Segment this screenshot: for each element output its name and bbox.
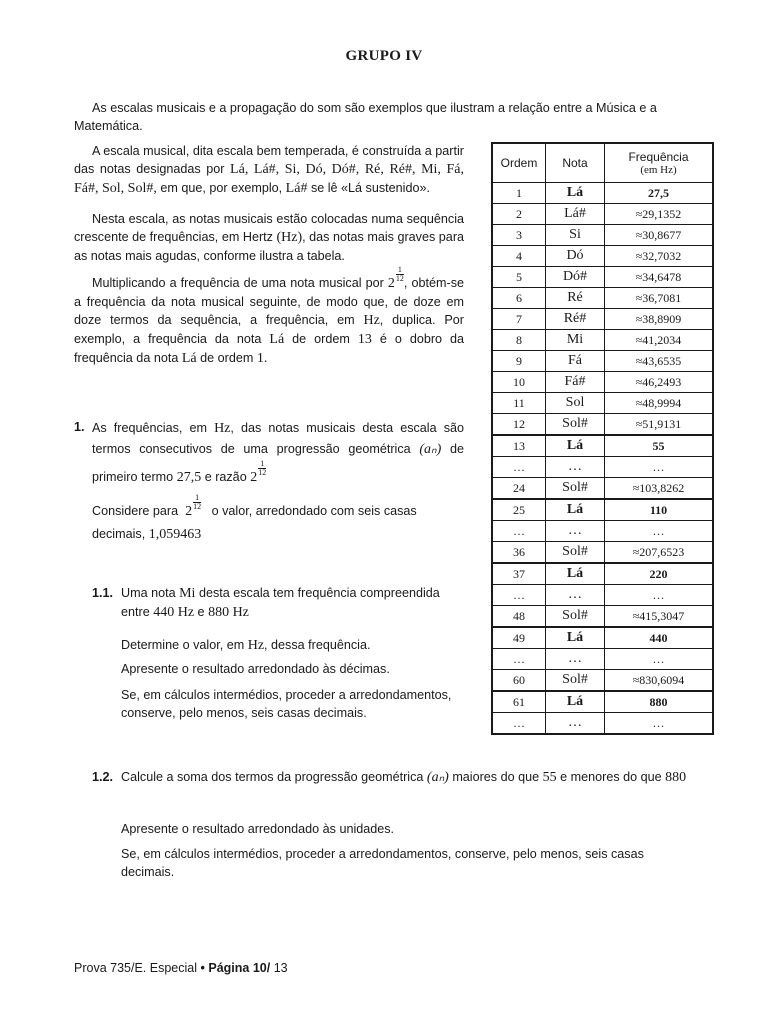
power-exponent bbox=[396, 266, 404, 283]
cell-frequencia: ≈103,8262 bbox=[605, 478, 714, 500]
table-row bbox=[492, 670, 713, 692]
cell-frequencia: ≈29,1352 bbox=[605, 204, 714, 225]
cell-ordem: 7 bbox=[492, 309, 546, 330]
cell-nota: Ré# bbox=[546, 309, 605, 330]
cell-nota: Lá bbox=[546, 435, 605, 457]
para1-text-a: A escala musical, dita escala bem temperada, é construída a partir das notas designadas por bbox=[74, 144, 464, 176]
cell-nota: Dó bbox=[546, 246, 605, 267]
q11-number: 1.1. bbox=[92, 586, 114, 600]
q12-instruction-1: Apresente o resultado arredondado às unidades. bbox=[121, 822, 395, 836]
q1-hz: Hz bbox=[214, 421, 231, 436]
cell-frequencia: … bbox=[605, 713, 714, 735]
cell-ordem: 4 bbox=[492, 246, 546, 267]
table-row bbox=[492, 225, 713, 246]
unit-hz-2: Hz bbox=[363, 313, 380, 328]
ratio-exp-num: 1 bbox=[260, 459, 265, 468]
table-row bbox=[492, 542, 713, 564]
cell-nota: Dó# bbox=[546, 267, 605, 288]
footer-exam: Prova 735/E. Especial bbox=[74, 961, 197, 975]
range-low: 440 Hz bbox=[153, 605, 195, 620]
q11-instruction-2: Apresente o resultado arredondado às décimas. bbox=[121, 662, 390, 676]
table-row bbox=[492, 246, 713, 267]
cell-nota: Fá# bbox=[546, 372, 605, 393]
para2-text-a: Nesta escala, as notas musicais estão colocadas numa sequência crescente de frequências, em Hertz bbox=[74, 212, 464, 244]
cell-nota: Fá bbox=[546, 351, 605, 372]
q11-text-b: desta escala tem frequência compreendida entre bbox=[121, 586, 440, 619]
note-la: Lá bbox=[269, 332, 285, 347]
cell-nota: Si bbox=[546, 225, 605, 246]
question-1-consider bbox=[92, 494, 464, 546]
para1-text-c: se lê «Lá sustenido». bbox=[310, 181, 430, 195]
cell-nota: Lá bbox=[546, 563, 605, 585]
cell-nota: … bbox=[546, 713, 605, 735]
table-row bbox=[492, 204, 713, 225]
cell-nota: Sol# bbox=[546, 670, 605, 692]
question-1-1-label bbox=[92, 584, 120, 602]
q11-instruction-3: Se, em cálculos intermédios, proceder a arredondamentos, conserve, pelo menos, seis casas decimais. bbox=[121, 688, 452, 720]
table-row bbox=[492, 351, 713, 372]
cell-frequencia: ≈43,6535 bbox=[605, 351, 714, 372]
cell-ordem: … bbox=[492, 649, 546, 670]
q11-text-e: e bbox=[197, 605, 205, 619]
question-1-2-label bbox=[92, 768, 120, 786]
q1-text-f: o valor, arredondado com seis casas decimais, bbox=[92, 504, 417, 541]
cell-frequencia: ≈207,6523 bbox=[605, 542, 714, 564]
table-row bbox=[492, 649, 713, 670]
q12-text-b: maiores do que bbox=[452, 770, 540, 784]
cell-ordem: 6 bbox=[492, 288, 546, 309]
cell-frequencia: 440 bbox=[605, 627, 714, 649]
question-1-label bbox=[74, 418, 90, 436]
cell-nota: Lá bbox=[546, 627, 605, 649]
exp-den: 12 bbox=[395, 274, 404, 283]
cell-nota: Lá bbox=[546, 691, 605, 713]
header-frequencia bbox=[605, 143, 714, 183]
question-1-2-text bbox=[121, 768, 694, 787]
cell-nota: Lá# bbox=[546, 204, 605, 225]
para3-text-e: é o dobro da frequência da nota bbox=[74, 332, 465, 365]
page-title: GRUPO IV bbox=[345, 48, 423, 64]
consider-exp-den: 12 bbox=[193, 502, 202, 511]
cell-nota: Sol# bbox=[546, 478, 605, 500]
header-ordem: Ordem bbox=[492, 143, 546, 183]
table-row bbox=[492, 499, 713, 521]
cell-frequencia: ≈30,8677 bbox=[605, 225, 714, 246]
para3-text-a: Multiplicando a frequência de uma nota musical por bbox=[92, 276, 384, 290]
cell-nota: … bbox=[546, 649, 605, 670]
cell-ordem: 1 bbox=[492, 183, 546, 204]
q11-hz: Hz bbox=[247, 638, 265, 653]
exp-num: 1 bbox=[397, 265, 402, 274]
table-row bbox=[492, 372, 713, 393]
q12-value-880: 880 bbox=[665, 770, 687, 785]
q1-text-e: Considere para bbox=[92, 504, 179, 518]
table-row bbox=[492, 288, 713, 309]
para3-text-c: , duplica. Por exemplo, a frequência da nota bbox=[74, 313, 464, 346]
first-term: 27,5 bbox=[176, 470, 202, 485]
order-13: 13 bbox=[357, 332, 372, 347]
cell-ordem: 2 bbox=[492, 204, 546, 225]
ratio-exponent bbox=[258, 460, 266, 477]
q1-text-d: e razão bbox=[204, 470, 247, 484]
header-frequencia-label: Frequência bbox=[628, 150, 689, 164]
unit-hz: (Hz) bbox=[276, 230, 303, 245]
table-row bbox=[492, 521, 713, 542]
note-mi: Mi bbox=[179, 586, 196, 601]
question-1-1-text bbox=[121, 584, 465, 622]
cell-frequencia: 220 bbox=[605, 563, 714, 585]
consider-base: 2 bbox=[185, 504, 193, 519]
cell-frequencia: ≈34,6478 bbox=[605, 267, 714, 288]
note-example: Lá# bbox=[285, 181, 308, 196]
cell-frequencia: ≈48,9994 bbox=[605, 393, 714, 414]
cell-ordem: 10 bbox=[492, 372, 546, 393]
consider-exp-num: 1 bbox=[195, 493, 200, 502]
consider-exponent bbox=[193, 494, 201, 511]
cell-frequencia: ≈51,9131 bbox=[605, 414, 714, 436]
table-row bbox=[492, 585, 713, 606]
cell-nota: Lá bbox=[546, 183, 605, 204]
consider-expression bbox=[185, 494, 201, 523]
cell-frequencia: 27,5 bbox=[605, 183, 714, 204]
paragraph-sequence bbox=[74, 210, 464, 265]
cell-nota: Sol# bbox=[546, 542, 605, 564]
cell-nota: Ré bbox=[546, 288, 605, 309]
cell-frequencia: 880 bbox=[605, 691, 714, 713]
cell-frequencia: ≈46,2493 bbox=[605, 372, 714, 393]
table-row bbox=[492, 393, 713, 414]
cell-nota: Lá bbox=[546, 499, 605, 521]
intro-text: As escalas musicais e a propagação do som são exemplos que ilustram a relação entre a Música e a Matemática. bbox=[74, 101, 657, 133]
cell-nota: Sol# bbox=[546, 414, 605, 436]
para2-text-b: , das notas mais graves para as notas mais agudas, conforme ilustra a tabela. bbox=[74, 230, 465, 263]
ratio-exp-den: 12 bbox=[258, 468, 267, 477]
power-expression bbox=[388, 266, 404, 293]
q11-p1b: , dessa frequência. bbox=[264, 638, 371, 652]
cell-ordem: 9 bbox=[492, 351, 546, 372]
para3-text-d: de ordem bbox=[292, 332, 350, 346]
cell-nota: … bbox=[546, 457, 605, 478]
table-body bbox=[492, 183, 713, 735]
cell-ordem: 12 bbox=[492, 414, 546, 436]
page-footer bbox=[74, 961, 288, 975]
cell-ordem: 11 bbox=[492, 393, 546, 414]
cell-frequencia: ≈830,6094 bbox=[605, 670, 714, 692]
cell-frequencia: … bbox=[605, 521, 714, 542]
para3-text-f: de ordem bbox=[200, 351, 254, 365]
cell-frequencia: ≈41,2034 bbox=[605, 330, 714, 351]
ratio-base: 2 bbox=[250, 470, 258, 485]
header-unit: (em Hz) bbox=[640, 164, 677, 176]
q12-value-55: 55 bbox=[542, 770, 557, 785]
q11-text-a: Uma nota bbox=[121, 586, 176, 600]
cell-frequencia: ≈36,7081 bbox=[605, 288, 714, 309]
range-high: 880 Hz bbox=[208, 605, 249, 620]
cell-ordem: 5 bbox=[492, 267, 546, 288]
footer-total: 13 bbox=[273, 961, 288, 975]
table-row bbox=[492, 309, 713, 330]
q1-text-c: de primeiro termo bbox=[92, 442, 465, 484]
table-row bbox=[492, 627, 713, 649]
question-1-text bbox=[92, 418, 464, 488]
cell-ordem: 8 bbox=[492, 330, 546, 351]
table-row bbox=[492, 414, 713, 436]
cell-frequencia: … bbox=[605, 649, 714, 670]
cell-frequencia: ≈415,3047 bbox=[605, 606, 714, 628]
cell-nota: Sol bbox=[546, 393, 605, 414]
cell-frequencia: 55 bbox=[605, 435, 714, 457]
table-row bbox=[492, 713, 713, 735]
table-row bbox=[492, 330, 713, 351]
cell-ordem: … bbox=[492, 457, 546, 478]
cell-ordem: 61 bbox=[492, 691, 546, 713]
cell-nota: … bbox=[546, 585, 605, 606]
table-row bbox=[492, 606, 713, 628]
cell-frequencia: ≈32,7032 bbox=[605, 246, 714, 267]
q12-sequence-an: (aₙ) bbox=[426, 770, 449, 785]
cell-ordem: 48 bbox=[492, 606, 546, 628]
cell-nota: Mi bbox=[546, 330, 605, 351]
para1-text-b: em que, por exemplo, bbox=[160, 181, 283, 195]
cell-ordem: … bbox=[492, 521, 546, 542]
q12-text-a: Calcule a soma dos termos da progressão geométrica bbox=[121, 770, 424, 784]
cell-ordem: … bbox=[492, 713, 546, 735]
header-nota: Nota bbox=[546, 143, 605, 183]
order-1: 1. bbox=[256, 351, 268, 366]
sequence-an: (aₙ) bbox=[419, 442, 442, 457]
cell-ordem: … bbox=[492, 585, 546, 606]
notes-list: Lá, Lá#, Si, Dó, Dó#, Ré, Ré#, Mi, Fá, Fá#, Sol, Sol#, bbox=[74, 162, 465, 196]
cell-ordem: 13 bbox=[492, 435, 546, 457]
table-header-row bbox=[492, 143, 713, 183]
footer-page: Página 10/ bbox=[208, 961, 271, 975]
table-row bbox=[492, 183, 713, 204]
table-row bbox=[492, 563, 713, 585]
cell-ordem: 49 bbox=[492, 627, 546, 649]
cell-ordem: 25 bbox=[492, 499, 546, 521]
power-base: 2 bbox=[387, 276, 395, 291]
cell-ordem: 60 bbox=[492, 670, 546, 692]
q1-text-a: As frequências, em bbox=[92, 421, 207, 435]
cell-ordem: 24 bbox=[492, 478, 546, 500]
table-row bbox=[492, 435, 713, 457]
q12-text-c: e menores do que bbox=[560, 770, 662, 784]
table-row bbox=[492, 457, 713, 478]
cell-nota: … bbox=[546, 521, 605, 542]
frequency-table bbox=[491, 142, 714, 735]
table-row bbox=[492, 691, 713, 713]
ratio-expression bbox=[250, 460, 266, 488]
cell-ordem: 37 bbox=[492, 563, 546, 585]
para3-text-b: , obtém-se a frequência da nota musical seguinte, de modo que, de doze em doze termos da sequência, a frequência, em bbox=[74, 276, 465, 327]
q1-number: 1. bbox=[74, 420, 85, 434]
q11-instruction-1 bbox=[121, 636, 465, 655]
cell-ordem: 36 bbox=[492, 542, 546, 564]
cell-frequencia: … bbox=[605, 457, 714, 478]
cell-nota: Sol# bbox=[546, 606, 605, 628]
q12-number: 1.2. bbox=[92, 770, 114, 784]
q12-instruction-2: Se, em cálculos intermédios, proceder a arredondamentos, conserve, pelo menos, seis casas decimais. bbox=[121, 847, 644, 879]
table-row bbox=[492, 478, 713, 500]
footer-bullet: • bbox=[200, 961, 205, 975]
cell-frequencia: ≈38,8909 bbox=[605, 309, 714, 330]
table-row bbox=[492, 267, 713, 288]
cell-ordem: 3 bbox=[492, 225, 546, 246]
intro-paragraph bbox=[74, 99, 696, 135]
approx-value: 1,059463 bbox=[148, 527, 202, 542]
paragraph-scale bbox=[74, 142, 464, 198]
q1-text-b: , das notas musicais desta escala são termos consecutivos de uma progressão geométrica bbox=[92, 421, 464, 456]
note-la-2: Lá bbox=[181, 351, 197, 366]
q11-p1: Determine o valor, em bbox=[121, 638, 245, 652]
cell-frequencia: … bbox=[605, 585, 714, 606]
cell-frequencia: 110 bbox=[605, 499, 714, 521]
paragraph-multiply bbox=[74, 266, 464, 368]
